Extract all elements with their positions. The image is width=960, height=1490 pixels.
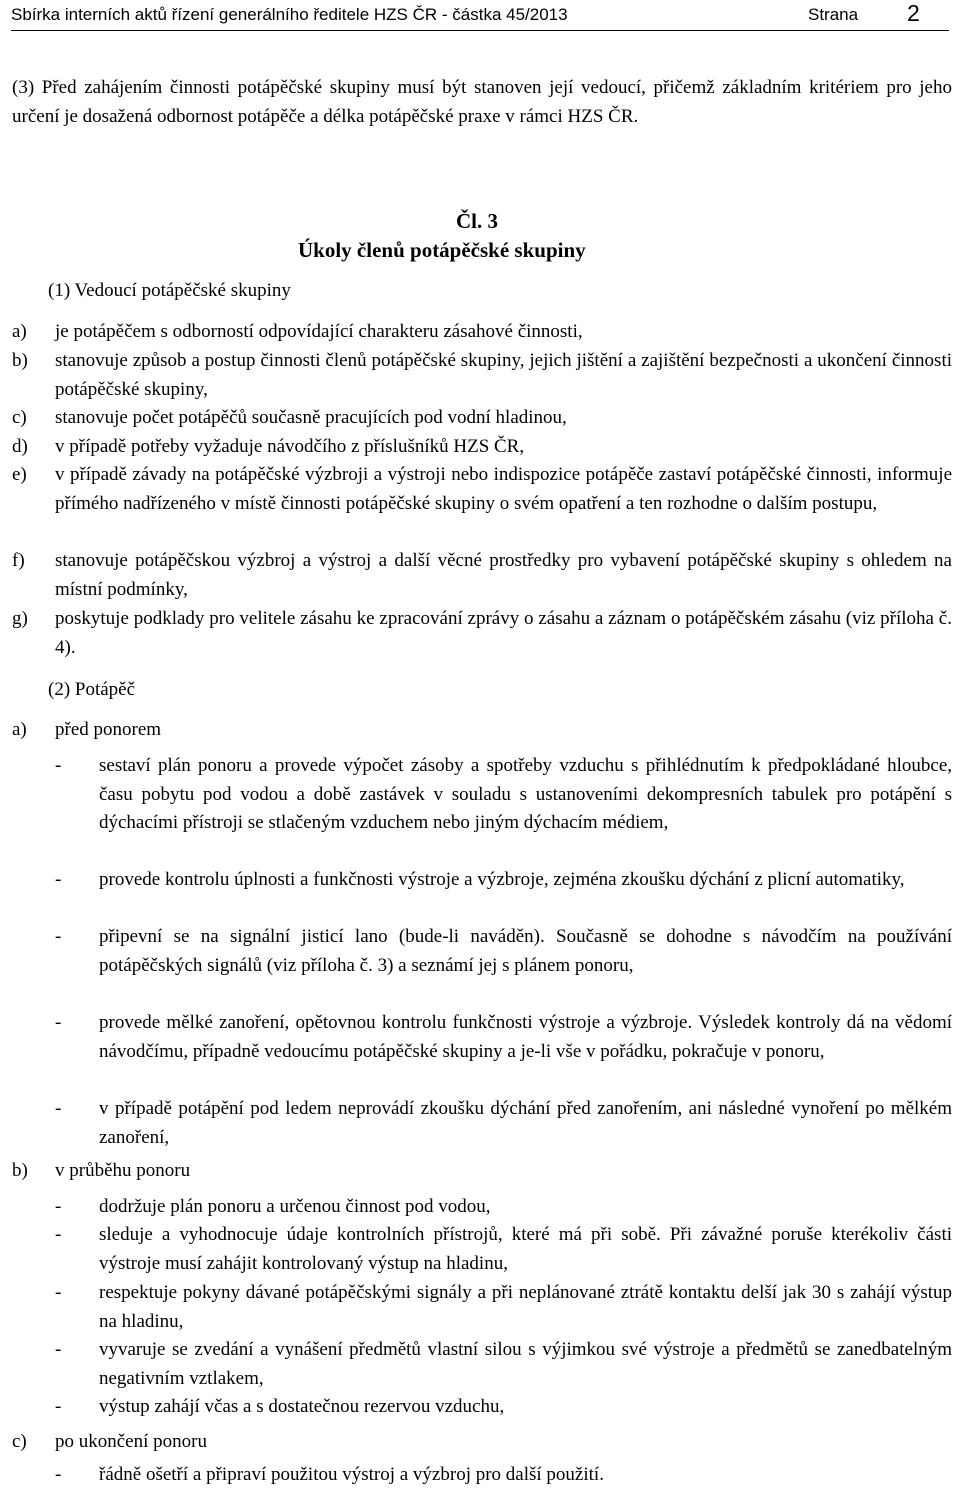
header-page-number: 2	[907, 0, 920, 26]
dash-bullet: -	[55, 1196, 62, 1217]
section-1-heading: (1) Vedoucí potápěčské skupiny	[48, 280, 291, 301]
dash-bullet: -	[55, 1224, 62, 1245]
dash-bullet: -	[55, 1282, 62, 1303]
dash-bullet: -	[55, 1396, 62, 1417]
list-item: je potápěčem s odborností odpovídající charakteru zásahové činnosti,	[55, 321, 583, 342]
subsection-label: a)	[12, 719, 27, 740]
item-label: g)	[12, 608, 28, 629]
dash-bullet: -	[55, 1339, 62, 1360]
list-item: připevní se na signální jisticí lano (bude-li naváděn). Současně se dohodne s návodčím na používání potápěčských signálů (viz příloha č. 3) a seznámí jej s plánem ponoru,	[99, 926, 952, 976]
list-item: respektuje pokyny dávané potápěčskými signály a při neplánované ztrátě kontaktu delší jak 30 s zahájí výstup na hladinu,	[99, 1282, 952, 1332]
list-item: dodržuje plán ponoru a určenou činnost pod vodou,	[99, 1196, 491, 1217]
item-label: e)	[12, 464, 27, 485]
subsection-label: b)	[12, 1160, 28, 1181]
paragraph-3: (3) Před zahájením činnosti potápěčské skupiny musí být stanoven její vedoucí, přičemž základním kritériem pro jeho určení je dosažená odbornost potápěče a délka potápěčské praxe v rámci HZS ČR.	[12, 77, 952, 127]
dash-bullet: -	[55, 1098, 62, 1119]
item-label: b)	[12, 350, 28, 371]
dash-bullet: -	[55, 1464, 62, 1485]
list-item: stanovuje potápěčskou výzbroj a výstroj a další věcné prostředky pro vybavení potápěčské skupiny s ohledem na místní podmínky,	[55, 550, 952, 600]
list-item: sestaví plán ponoru a provede výpočet zásoby a spotřeby vzduchu s přihlédnutím k předpokládané hloubce, času pobytu pod vodou a době zastávek v souladu s ustanoveními dekompresních tabulek pro potápění s dýchacími přístroji se stlačeným vzduchem nebo jiným dýchacím médiem,	[99, 755, 952, 834]
item-label: f)	[12, 550, 25, 571]
list-item: v případě závady na potápěčské výzbroji a výstroji nebo indispozice potápěče zastaví potápěčské činnosti, informuje přímého nadřízeného v místě činnosti potápěčské skupiny o svém opatření a ten rozhodne o dalším postupu,	[55, 464, 952, 514]
list-item: stanovuje počet potápěčů současně pracujících pod vodní hladinou,	[55, 407, 567, 428]
article-title: Úkoly členů potápěčské skupiny	[298, 238, 586, 262]
item-label: a)	[12, 321, 27, 342]
list-item: sleduje a vyhodnocuje údaje kontrolních přístrojů, které má při sobě. Při závažné poruše kterékoliv části výstroje musí zahájit kontrolovaný výstup na hladinu,	[99, 1224, 952, 1274]
section-2-heading: (2) Potápěč	[48, 679, 136, 700]
list-item: v případě potřeby vyžaduje návodčího z příslušníků HZS ČR,	[55, 436, 525, 457]
header-title: Sbírka interních aktů řízení generálního ředitele HZS ČR - částka 45/2013	[11, 5, 568, 24]
dash-bullet: -	[55, 869, 62, 890]
page-header	[11, 0, 949, 31]
subsection-title: v průběhu ponoru	[55, 1160, 191, 1181]
list-item: provede mělké zanoření, opětovnou kontrolu funkčnosti výstroje a výzbroje. Výsledek kontroly dá na vědomí návodčímu, případně vedoucímu potápěčské skupiny a je-li vše v pořádku, pokračuje v ponoru,	[99, 1012, 952, 1062]
list-item: vyvaruje se zvedání a vynášení předmětů vlastní silou s výjimkou své výstroje a předmětů se zanedbatelným negativním vztlakem,	[99, 1339, 952, 1389]
dash-bullet: -	[55, 926, 62, 947]
subsection-title: před ponorem	[55, 719, 162, 740]
list-item: provede kontrolu úplnosti a funkčnosti výstroje a výzbroje, zejména zkoušku dýchání z plicní automatiky,	[99, 869, 905, 890]
item-label: c)	[12, 407, 27, 428]
dash-bullet: -	[55, 1012, 62, 1033]
subsection-title: po ukončení ponoru	[55, 1431, 207, 1452]
list-item: výstup zahájí včas a s dostatečnou rezervou vzduchu,	[99, 1396, 505, 1417]
list-item: v případě potápění pod ledem neprovádí zkoušku dýchání před zanořením, ani následné vynoření po mělkém zanoření,	[99, 1098, 952, 1148]
article-number: Čl. 3	[456, 209, 498, 233]
list-item: poskytuje podklady pro velitele zásahu ke zpracování zprávy o zásahu a záznam o potápěčském zásahu (viz příloha č. 4).	[55, 608, 952, 658]
list-item: řádně ošetří a připraví použitou výstroj a výzbroj pro další použití.	[99, 1464, 604, 1485]
list-item: stanovuje způsob a postup činnosti členů potápěčské skupiny, jejich jištění a zajištění bezpečnosti a ukončení činnosti potápěčské skupiny,	[55, 350, 952, 400]
subsection-label: c)	[12, 1431, 27, 1452]
item-label: d)	[12, 436, 28, 457]
header-page-label: Strana	[808, 5, 859, 24]
dash-bullet: -	[55, 755, 62, 776]
